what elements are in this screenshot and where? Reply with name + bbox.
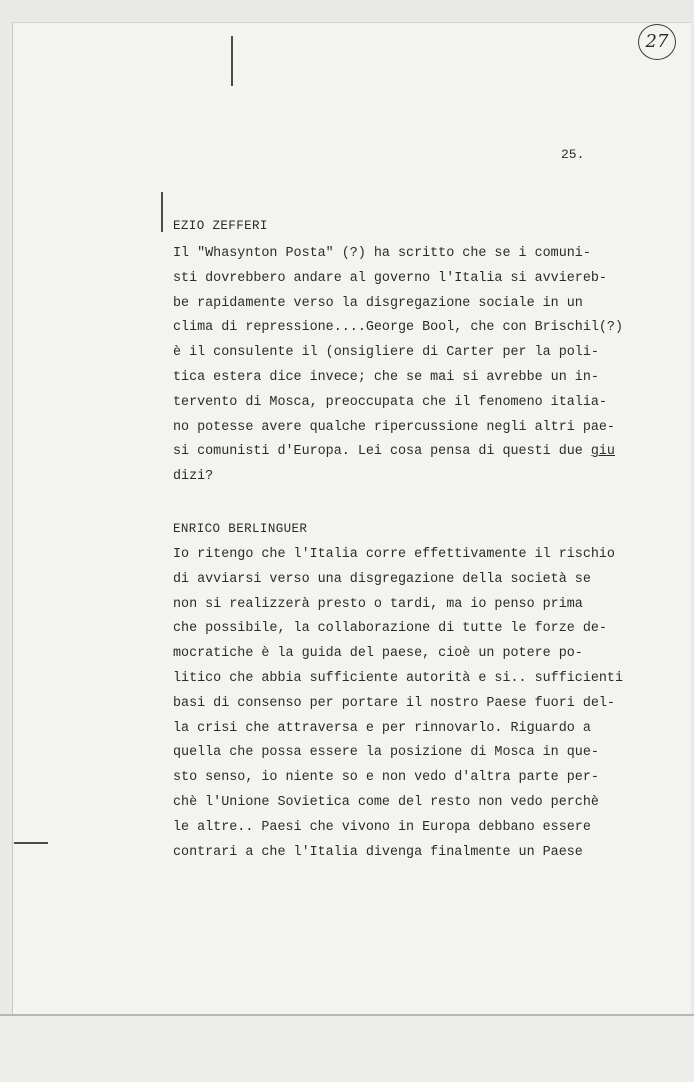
pen-mark — [231, 36, 233, 86]
archive-stamp: 27 — [638, 24, 676, 60]
speaker-name: ENRICO BERLINGUER — [173, 522, 308, 536]
text-line: chè l'Unione Sovietica come del resto non vedo perchè — [173, 794, 599, 810]
document-page — [12, 22, 691, 1023]
text-line — [173, 440, 643, 465]
text-line: non si realizzerà presto o tardi, ma io penso prima — [173, 596, 583, 612]
text-line: clima di repressione....George Bool, che con Brischil(?) — [173, 320, 623, 336]
text-line-part: si comunisti d'Europa. Lei cosa pensa di questi due — [173, 444, 591, 460]
text-line: tervento di Mosca, preoccupata che il fenomeno italia- — [173, 394, 607, 410]
answer-paragraph — [173, 543, 643, 865]
text-line: quella che possa essere la posizione di Mosca in que- — [173, 745, 599, 761]
underlying-page-edge — [0, 1014, 694, 1082]
underlined-text: giu — [590, 444, 615, 460]
pen-mark — [14, 842, 48, 844]
page-number: 25. — [561, 147, 585, 162]
text-line: Io ritengo che l'Italia corre effettivamente il rischio — [173, 547, 615, 562]
text-line: è il consulente il (onsigliere di Carter per la poli- — [173, 345, 599, 361]
text-line: no potesse avere qualche ripercussione negli altri pae- — [173, 419, 615, 435]
text-line: sti dovrebbero andare al governo l'Italia si avviereb- — [173, 270, 607, 286]
text-line: di avviarsi verso una disgregazione della società se — [173, 571, 591, 587]
text-line: la crisi che attraversa e per rinnovarlo. Riguardo a — [173, 720, 591, 736]
speaker-name: EZIO ZEFFERI — [173, 219, 268, 233]
text-line: litico che abbia sufficiente autorità e si.. sufficienti — [173, 670, 623, 686]
text-line: basi di consenso per portare il nostro Paese fuori del- — [173, 695, 615, 711]
text-line: le altre.. Paesi che vivono in Europa debbano essere — [173, 819, 591, 835]
text-line: Il "Whasynton Posta" (?) ha scritto che se i comuni- — [173, 246, 591, 261]
text-line: contrari a che l'Italia divenga finalmente un Paese — [173, 844, 583, 860]
text-line: che possibile, la collaborazione di tutte le forze de- — [173, 621, 607, 637]
text-line: mocratiche è la guida del paese, cioè un potere po- — [173, 646, 583, 662]
text-line: sto senso, io niente so e non vedo d'altra parte per- — [173, 770, 599, 786]
question-paragraph — [173, 242, 643, 490]
text-line: be rapidamente verso la disgregazione sociale in un — [173, 295, 583, 311]
pen-mark — [161, 192, 163, 232]
text-line: dizi? — [173, 469, 214, 485]
text-line: tica estera dice invece; che se mai si avrebbe un in- — [173, 369, 599, 385]
